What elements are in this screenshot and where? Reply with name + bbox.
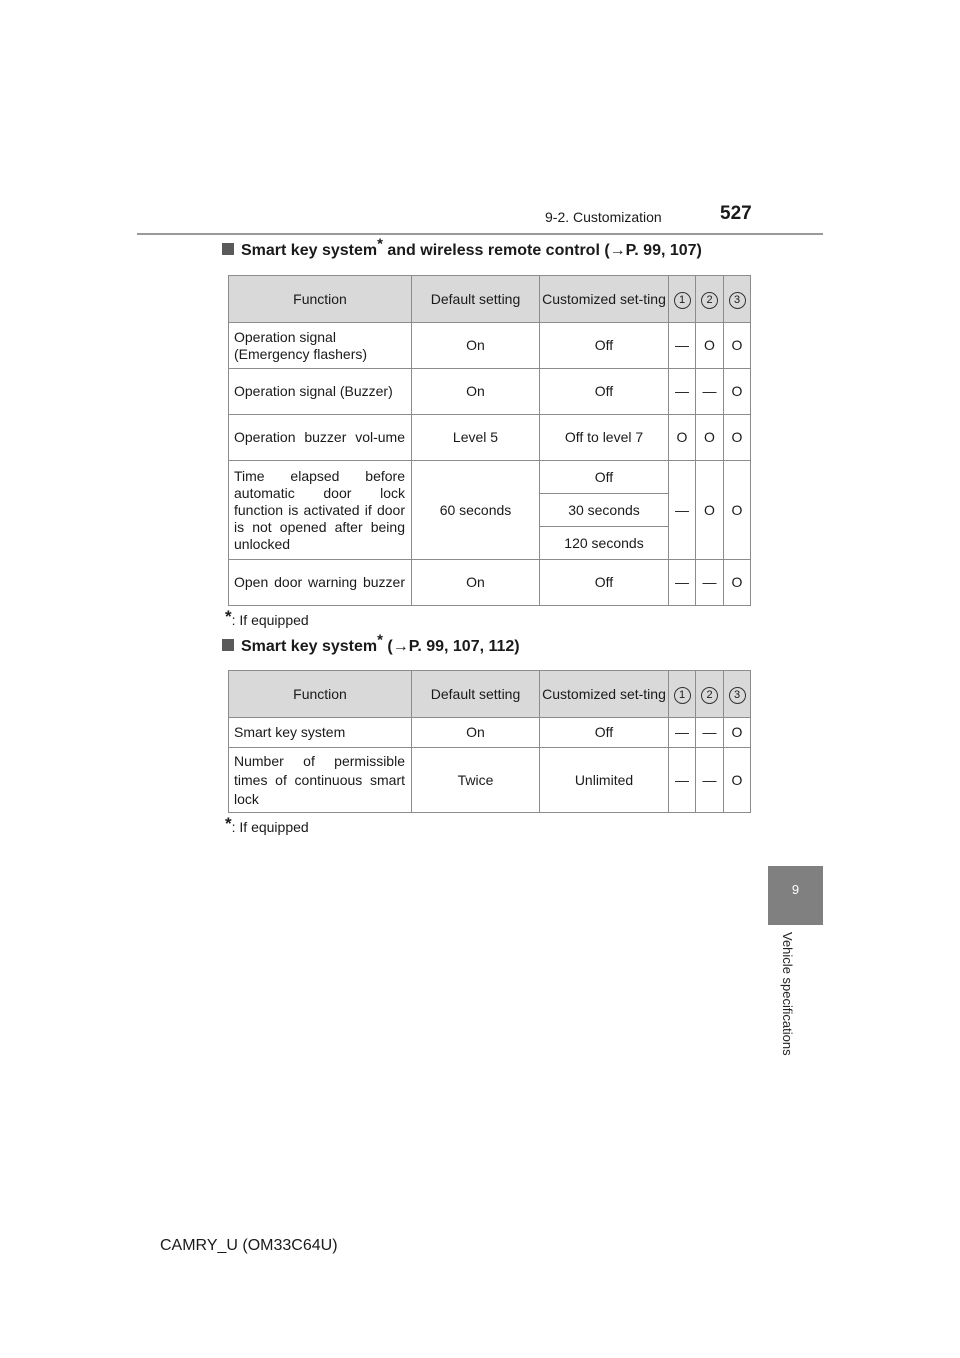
page-reference-link[interactable]: P. 99, 107, 112) — [408, 638, 520, 655]
function-cell: Operation buzzer vol-ume — [229, 415, 412, 461]
mark-cell: — — [669, 461, 696, 560]
circled-3-icon: 3 — [729, 292, 746, 309]
circled-3-icon: 3 — [729, 687, 746, 704]
header-customized: Customized set-ting — [540, 276, 669, 323]
custom-cell: Off — [540, 718, 669, 748]
mark-cell: — — [696, 718, 724, 748]
page-reference-link[interactable]: P. 99, 107) — [625, 242, 702, 259]
section-title: 9-2. Customization — [545, 209, 662, 225]
mark-cell: — — [696, 369, 724, 415]
arrow-icon: → — [609, 242, 626, 259]
section2-heading: Smart key system* (→P. 99, 107, 112) — [222, 638, 520, 656]
mark-cell: O — [724, 415, 751, 461]
mark-cell: O — [696, 461, 724, 560]
custom-option-cell: 120 seconds — [540, 527, 669, 560]
mark-cell: — — [669, 718, 696, 748]
mark-cell: — — [669, 560, 696, 606]
header-divider — [137, 233, 823, 235]
circled-2-icon: 2 — [701, 292, 718, 309]
mark-cell: — — [696, 560, 724, 606]
footnote-if-equipped: *: If equipped — [225, 607, 309, 628]
header-default: Default setting — [412, 671, 540, 718]
default-cell: Level 5 — [412, 415, 540, 461]
mark-cell: O — [669, 415, 696, 461]
table-header-row — [229, 276, 751, 323]
function-cell: Time elapsed before automatic door lock function is activated if door is not opened after being unlocked — [229, 461, 412, 560]
mark-cell: — — [669, 323, 696, 369]
page-number: 527 — [720, 203, 752, 224]
mark-cell: — — [669, 748, 696, 813]
custom-cell: Unlimited — [540, 748, 669, 813]
default-cell: Twice — [412, 748, 540, 813]
mark-cell: — — [696, 748, 724, 813]
table-row — [229, 369, 751, 415]
mark-cell: O — [724, 718, 751, 748]
footer-model: CAMRY_U (OM33C64U) — [160, 1237, 338, 1254]
custom-option-cell: Off — [540, 461, 669, 494]
table-row — [229, 415, 751, 461]
custom-cell: Off — [540, 323, 669, 369]
customization-table-2 — [228, 670, 751, 813]
table-header-row — [229, 671, 751, 718]
section1-heading: Smart key system* and wireless remote control (→P. 99, 107) — [222, 242, 702, 260]
footnote-if-equipped: *: If equipped — [225, 814, 309, 835]
mark-cell: — — [669, 369, 696, 415]
custom-cell: Off — [540, 560, 669, 606]
table-row — [229, 461, 751, 494]
mark-cell: O — [696, 415, 724, 461]
function-cell: Open door warning buzzer — [229, 560, 412, 606]
mark-cell: O — [724, 748, 751, 813]
square-bullet-icon — [222, 243, 234, 255]
default-cell: On — [412, 560, 540, 606]
circled-2-icon: 2 — [701, 687, 718, 704]
mark-cell: O — [724, 461, 751, 560]
mark-cell: O — [724, 560, 751, 606]
default-cell: 60 seconds — [412, 461, 540, 560]
header-function: Function — [229, 276, 412, 323]
mark-cell: O — [724, 323, 751, 369]
function-cell: Number of permissible times of continuous smart lock — [229, 748, 412, 813]
header-customized: Customized set-ting — [540, 671, 669, 718]
mark-cell: O — [724, 369, 751, 415]
function-cell: Operation signal (Emergency flashers) — [229, 323, 412, 369]
custom-option-cell: 30 seconds — [540, 494, 669, 527]
arrow-icon: → — [392, 638, 409, 655]
table-row — [229, 748, 751, 813]
table-row — [229, 560, 751, 606]
circled-1-icon: 1 — [674, 687, 691, 704]
header-function: Function — [229, 671, 412, 718]
table-row — [229, 323, 751, 369]
function-cell: Operation signal (Buzzer) — [229, 369, 412, 415]
custom-cell: Off to level 7 — [540, 415, 669, 461]
chapter-number: 9 — [791, 882, 800, 897]
custom-cell: Off — [540, 369, 669, 415]
square-bullet-icon — [222, 639, 234, 651]
function-cell: Smart key system — [229, 718, 412, 748]
mark-cell: O — [696, 323, 724, 369]
table-row — [229, 718, 751, 748]
default-cell: On — [412, 718, 540, 748]
chapter-label: Vehicle specifications — [780, 932, 795, 1056]
circled-1-icon: 1 — [674, 292, 691, 309]
default-cell: On — [412, 369, 540, 415]
customization-table-1 — [228, 275, 751, 606]
header-default: Default setting — [412, 276, 540, 323]
default-cell: On — [412, 323, 540, 369]
